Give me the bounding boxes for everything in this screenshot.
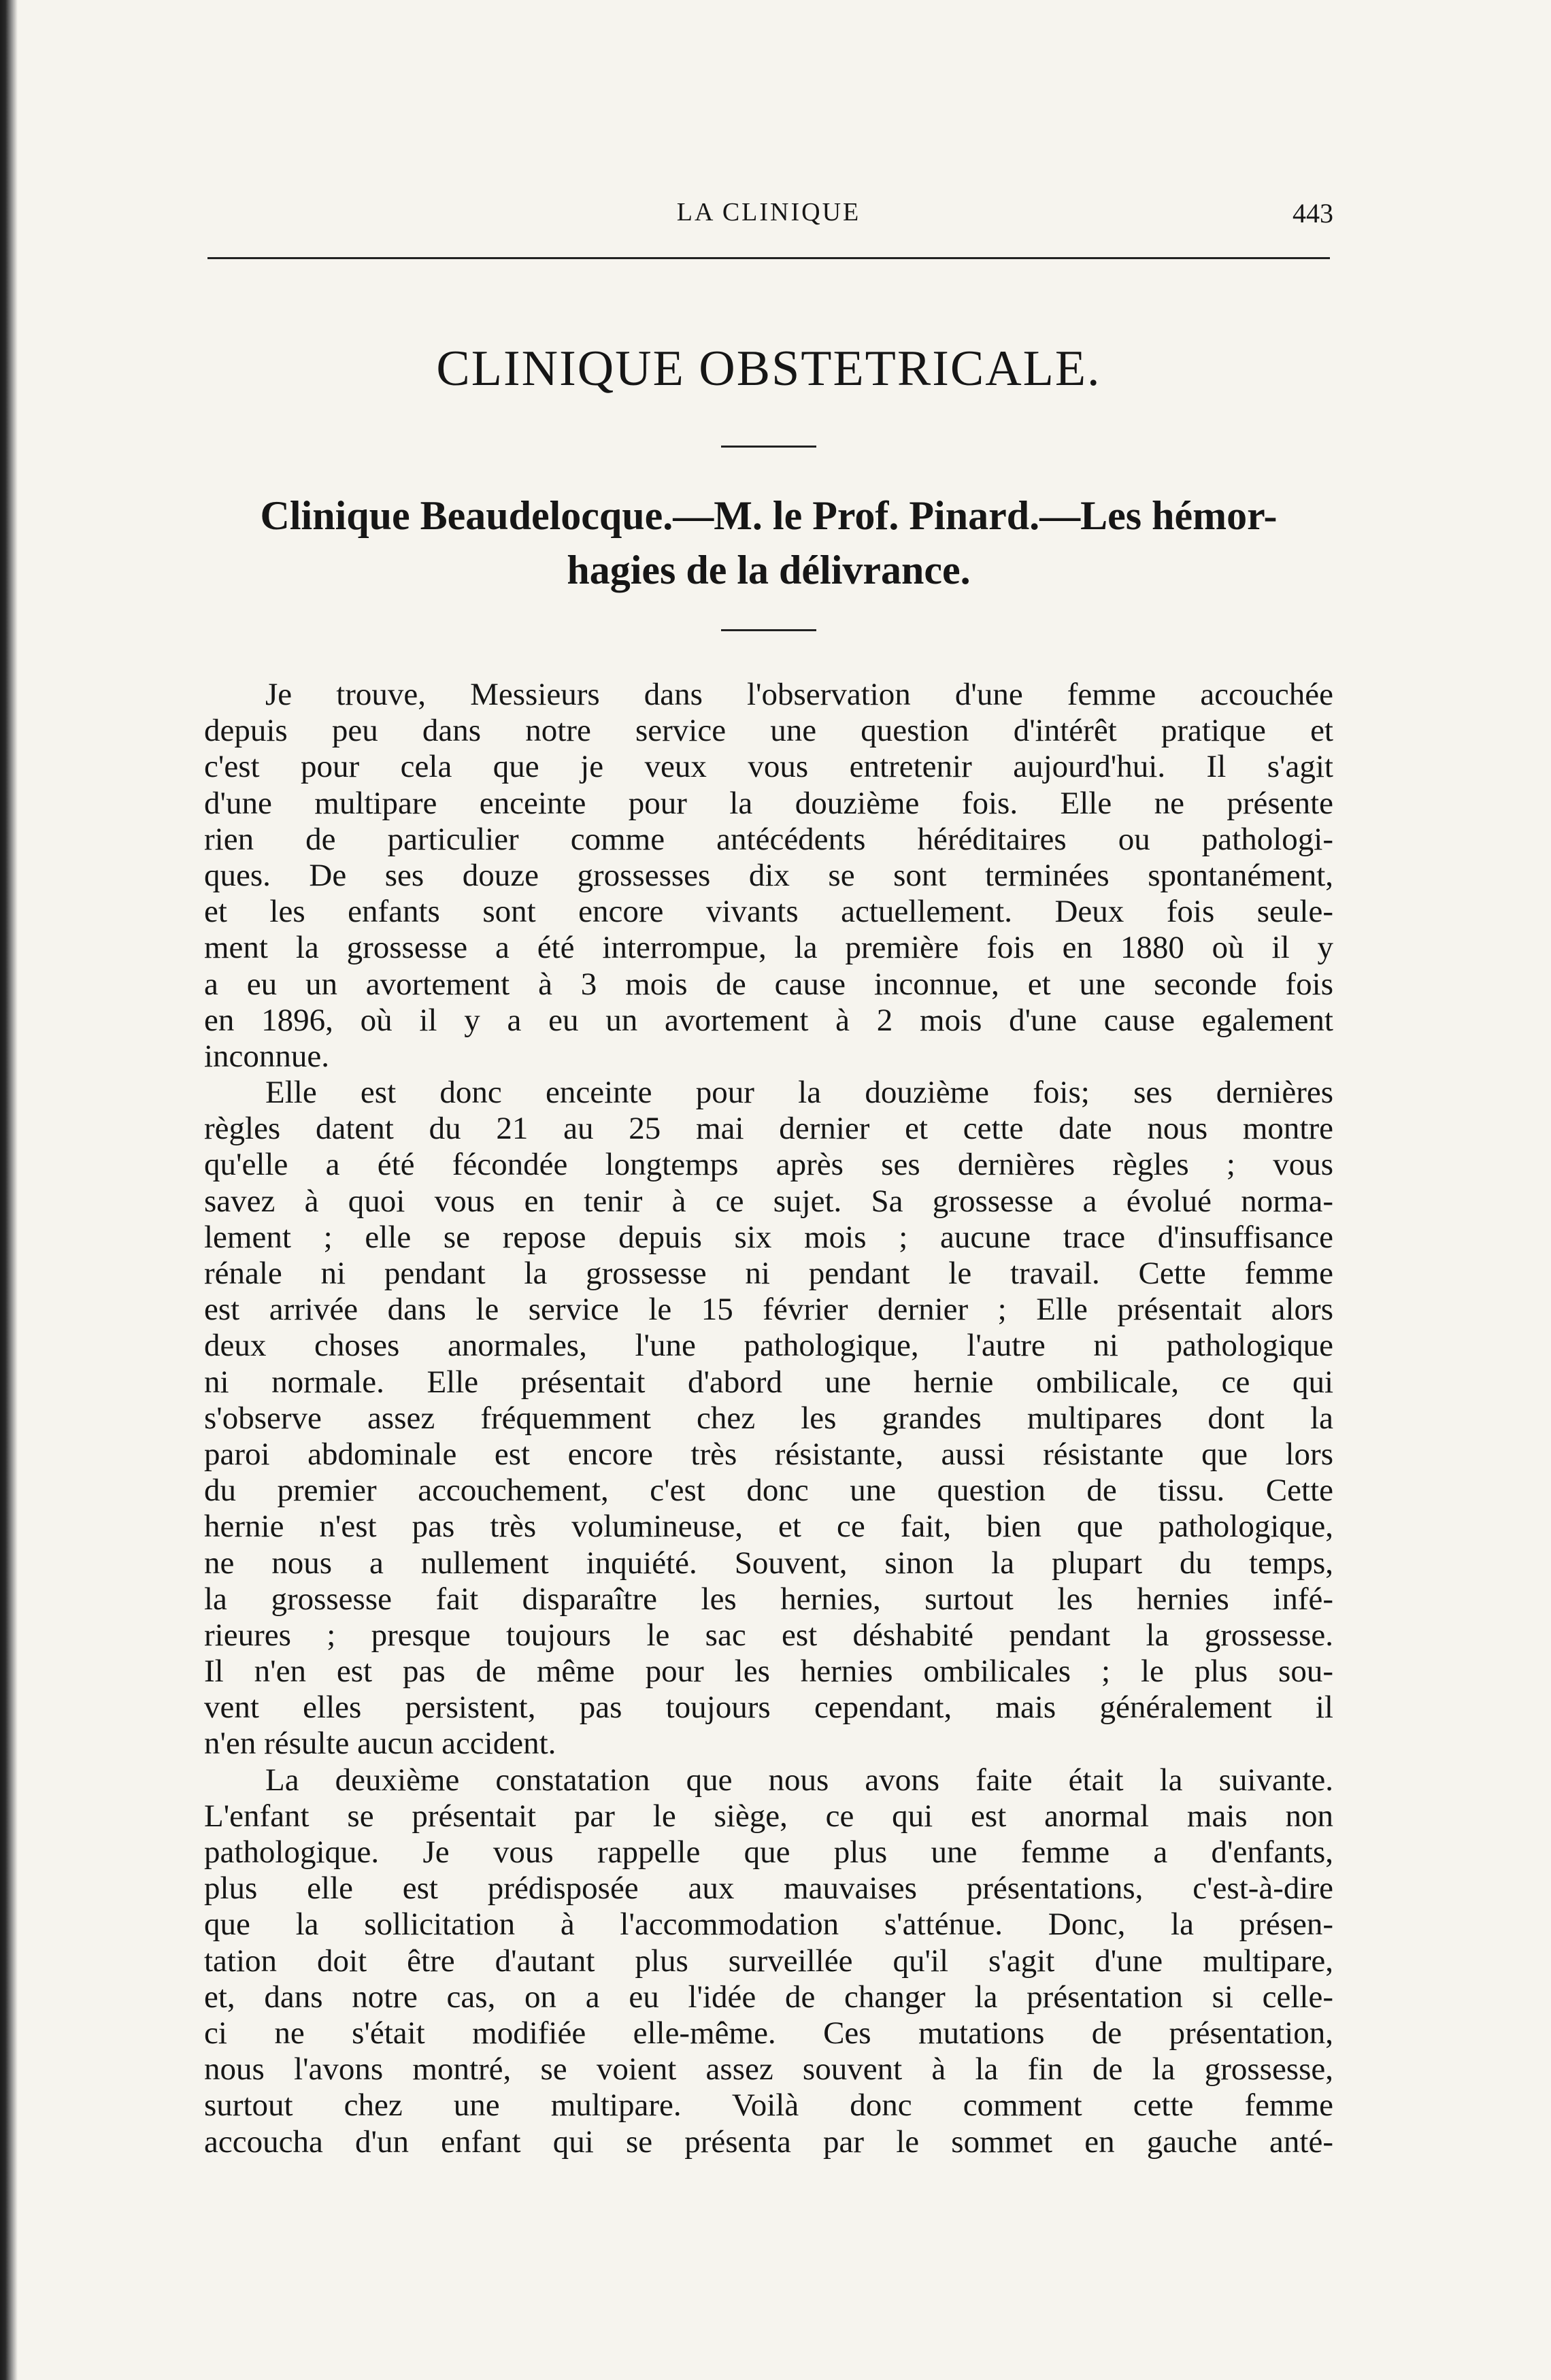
text-line: s'observe assez fréquemment chez les grandes multipares dont la xyxy=(204,1400,1333,1436)
text-line: qu'elle a été fécondée longtemps après ses dernières règles ; vous xyxy=(204,1147,1333,1183)
text-line: vent elles persistent, pas toujours cependant, mais généralement il xyxy=(204,1690,1333,1726)
text-line: en 1896, où il y a eu un avortement à 2 mois d'une cause egalement xyxy=(204,1002,1333,1038)
text-line: c'est pour cela que je veux vous entretenir aujourd'hui. Il s'agit xyxy=(204,749,1333,785)
text-line: Elle est donc enceinte pour la douzième fois; ses dernières xyxy=(265,1075,1333,1111)
text-line: ment la grossesse a été interrompue, la première fois en 1880 où il y xyxy=(204,930,1333,966)
text-line: que la sollicitation à l'accommodation s'atténue. Donc, la présen- xyxy=(204,1907,1333,1943)
text-line: Il n'en est pas de même pour les hernies ombilicales ; le plus sou- xyxy=(204,1654,1333,1690)
text-line: rénale ni pendant la grossesse ni pendant le travail. Cette femme xyxy=(204,1256,1333,1291)
text-line: nous l'avons montré, se voient assez souvent à la fin de la grossesse, xyxy=(204,2051,1333,2088)
text-line: surtout chez une multipare. Voilà donc comment cette femme xyxy=(204,2088,1333,2124)
text-line: rieures ; presque toujours le sac est déshabité pendant la grossesse. xyxy=(204,1617,1333,1653)
text-line: deux choses anormales, l'une pathologique, l'autre ni pathologique xyxy=(204,1328,1333,1364)
text-line: du premier accouchement, c'est donc une question de tissu. Cette xyxy=(204,1473,1333,1509)
text-line: savez à quoi vous en tenir à ce sujet. Sa grossesse a évolué norma- xyxy=(204,1183,1333,1219)
text-line: ques. De ses douze grossesses dix se sont terminées spontanément, xyxy=(204,857,1333,893)
running-title: LA CLINIQUE xyxy=(676,198,861,227)
text-line: inconnue. xyxy=(204,1038,330,1074)
page-number: 443 xyxy=(1292,198,1333,229)
text-line: rien de particulier comme antécédents héréditaires ou pathologi- xyxy=(204,821,1333,857)
text-line: hernie n'est pas très volumineuse, et ce fait, bien que pathologique, xyxy=(204,1509,1333,1545)
article-title-line: Clinique Beaudelocque.—M. le Prof. Pinard.—Les hémor- xyxy=(260,493,1278,538)
text-line: La deuxième constatation que nous avons faite était la suivante. xyxy=(265,1762,1333,1798)
text-line: ci ne s'était modifiée elle-même. Ces mutations de présentation, xyxy=(204,2015,1333,2051)
text-line: est arrivée dans le service le 15 février dernier ; Elle présentait alors xyxy=(204,1292,1333,1328)
body-text xyxy=(204,677,1333,2160)
scan-binding-edge xyxy=(0,0,18,2380)
text-line: tation doit être d'autant plus surveillée qu'il s'agit d'une multipare, xyxy=(204,1943,1333,1979)
text-line: accoucha d'un enfant qui se présenta par le sommet en gauche anté- xyxy=(204,2124,1333,2160)
text-line: depuis peu dans notre service une question d'intérêt pratique et xyxy=(204,713,1333,749)
text-line: ni normale. Elle présentait d'abord une hernie ombilicale, ce qui xyxy=(204,1364,1333,1400)
article-title-line: hagies de la délivrance. xyxy=(567,548,971,592)
text-line: et, dans notre cas, on a eu l'idée de changer la présentation si celle- xyxy=(204,1979,1333,2015)
text-line: d'une multipare enceinte pour la douzième fois. Elle ne présente xyxy=(204,785,1333,821)
text-line: règles datent du 21 au 25 mai dernier et cette date nous montre xyxy=(204,1111,1333,1147)
text-line: a eu un avortement à 3 mois de cause inconnue, et une seconde fois xyxy=(204,966,1333,1002)
text-line: ne nous a nullement inquiété. Souvent, sinon la plupart du temps, xyxy=(204,1545,1333,1581)
text-line: lement ; elle se repose depuis six mois ; aucune trace d'insuffisance xyxy=(204,1219,1333,1255)
text-line: L'enfant se présentait par le siège, ce qui est anormal mais non xyxy=(204,1798,1333,1834)
section-title: CLINIQUE OBSTETRICALE. xyxy=(436,341,1101,397)
running-head xyxy=(204,197,1333,238)
text-line: pathologique. Je vous rappelle que plus une femme a d'enfants, xyxy=(204,1834,1333,1870)
text-line: paroi abdominale est encore très résistante, aussi résistante que lors xyxy=(204,1436,1333,1472)
text-line: la grossesse fait disparaître les hernies, surtout les hernies infé- xyxy=(204,1581,1333,1617)
title-divider-top xyxy=(721,446,816,448)
text-line: n'en résulte aucun accident. xyxy=(204,1726,556,1762)
article-title xyxy=(204,488,1333,597)
text-line: Je trouve, Messieurs dans l'observation d'une femme accouchée xyxy=(265,677,1333,712)
header-rule xyxy=(207,257,1330,259)
title-divider-bottom xyxy=(721,629,816,631)
text-line: plus elle est prédisposée aux mauvaises présentations, c'est-à-dire xyxy=(204,1871,1333,1907)
text-line: et les enfants sont encore vivants actuellement. Deux fois seule- xyxy=(204,894,1333,930)
